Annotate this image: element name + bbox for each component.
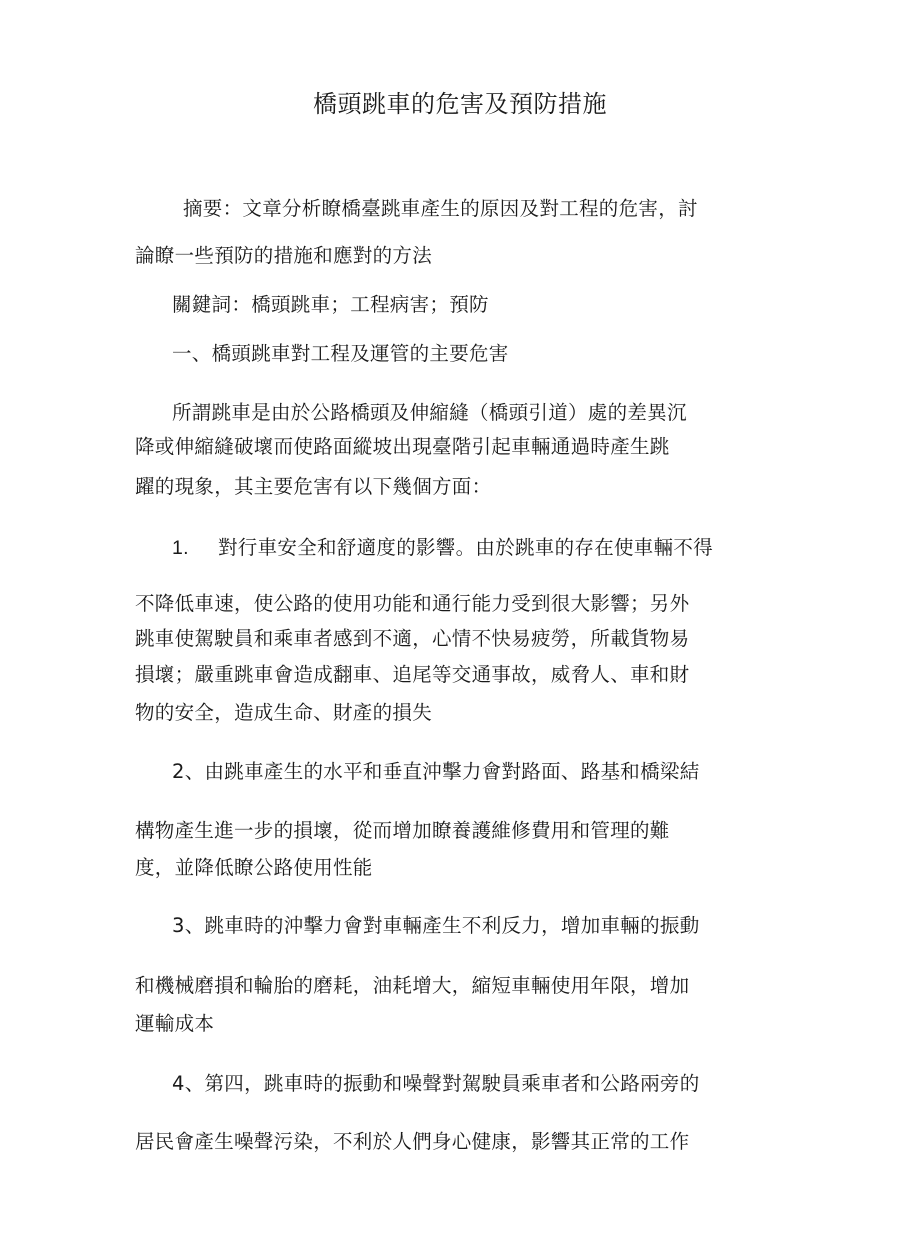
item1-line-4: 損壞；嚴重跳車會造成翻車、追尾等交通事故，威脅人、車和財 xyxy=(135,663,690,686)
item3-line-3: 運輸成本 xyxy=(135,1012,215,1035)
item4-line-1: 4、第四，跳車時的振動和噪聲對駕駛員乘車者和公路兩旁的 xyxy=(172,1072,700,1095)
item1-number: 1. xyxy=(172,537,189,559)
document-title: 橋頭跳車的危害及預防措施 xyxy=(313,90,607,118)
item3-line-2: 和機械磨損和輪胎的磨耗，油耗增大，縮短車輛使用年限，增加 xyxy=(135,974,690,997)
item3-line-1: 3、跳車時的沖擊力會對車輛產生不利反力，增加車輛的振動 xyxy=(172,914,700,937)
item1-line-1-text: 對行車安全和舒適度的影響。由於跳車的存在使車輛不得 xyxy=(218,536,714,559)
intro-line-3: 躍的現象，其主要危害有以下幾個方面： xyxy=(135,475,492,498)
item1-line-5: 物的安全，造成生命、財產的損失 xyxy=(135,701,433,724)
item1-line-1 xyxy=(172,535,713,561)
keywords-line: 關鍵詞：橋頭跳車；工程病害；預防 xyxy=(172,293,489,316)
intro-line-2: 降或伸縮縫破壞而使路面縱坡出現臺階引起車輛通過時產生跳 xyxy=(135,435,670,458)
abstract-line-1: 摘要：文章分析瞭橋臺跳車產生的原因及對工程的危害，討 xyxy=(183,197,698,220)
item2-line-3: 度，並降低瞭公路使用性能 xyxy=(135,856,373,879)
item4-line-2: 居民會產生噪聲污染，不利於人們身心健康，影響其正常的工作 xyxy=(135,1130,690,1153)
item1-line-2: 不降低車速，使公路的使用功能和通行能力受到很大影響；另外 xyxy=(135,592,690,615)
intro-line-1: 所謂跳車是由於公路橋頭及伸縮縫（橋頭引道）處的差異沉 xyxy=(172,401,687,424)
section-heading: 一、橋頭跳車對工程及運管的主要危害 xyxy=(172,342,509,365)
item2-line-1: 2、由跳車產生的水平和垂直沖擊力會對路面、路基和橋梁結 xyxy=(172,760,700,783)
item1-line-3: 跳車使駕駛員和乘車者感到不適，心情不快易疲勞，所載貨物易 xyxy=(135,627,690,650)
abstract-line-2: 論瞭一些預防的措施和應對的方法 xyxy=(135,244,433,267)
item2-line-2: 構物產生進一步的損壞，從而增加瞭養護維修費用和管理的難 xyxy=(135,819,670,842)
